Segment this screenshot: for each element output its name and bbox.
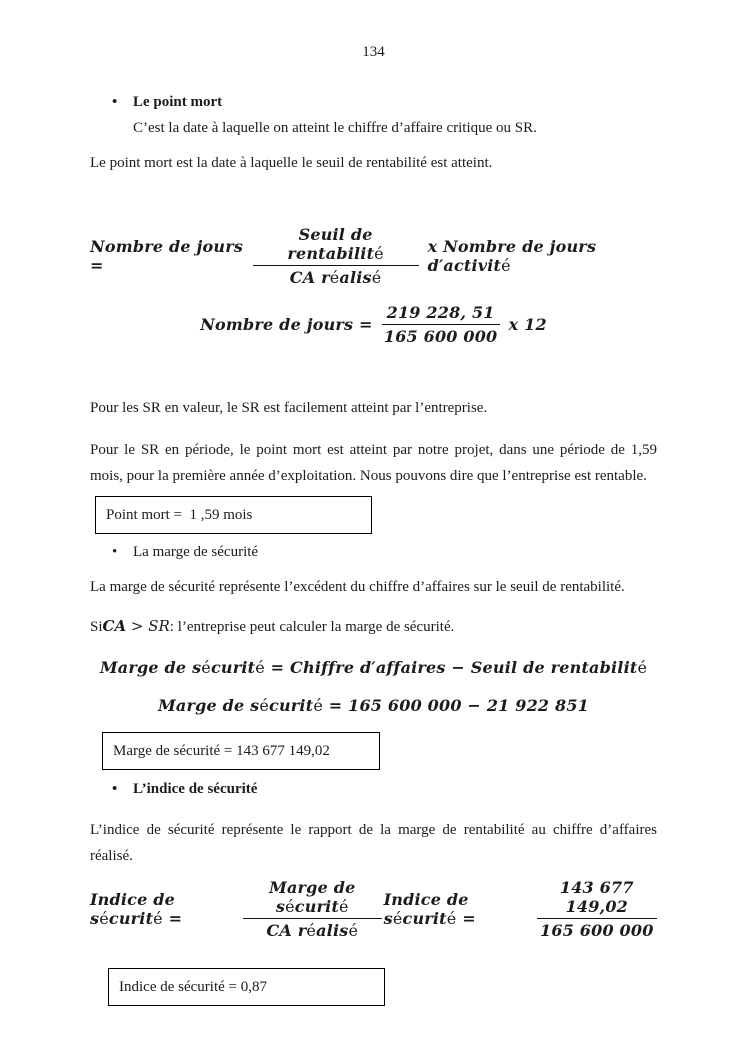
condition-operator: > <box>126 617 149 635</box>
para-line: mois, pour la première année d’exploitation. Nous pouvons dire que l’entreprise est rentable. <box>90 468 647 484</box>
point-mort-definition: C’est la date à laquelle on atteint le chiffre d’affaire critique ou SR. <box>133 120 537 136</box>
fraction-numerator: Marge de sécurité <box>243 878 382 919</box>
formula-rhs: x 12 <box>508 315 547 334</box>
bullet-indice-securite <box>112 779 657 799</box>
section-title-indice: L’indice de sécurité <box>133 781 258 797</box>
formula-lhs: Nombre de jours = <box>200 315 373 334</box>
section-title-marge: La marge de sécurité <box>133 544 259 560</box>
point-mort-intro: Le point mort est la date à laquelle le seuil de rentabilité est atteint. <box>90 155 493 171</box>
formula-rhs: x Nombre de jours d′activité <box>427 237 597 275</box>
fraction-denominator: 165 600 000 <box>540 921 654 940</box>
fraction-numerator: 143 677 149,02 <box>537 878 657 919</box>
page-number: 134 <box>362 44 385 60</box>
para-sr-valeur: Pour les SR en valeur, le SR est facilement atteint par l’entreprise. <box>90 400 488 416</box>
indice-intro <box>90 817 657 869</box>
fraction-numerator: Seuil de rentabilité <box>253 225 419 266</box>
formula-lhs: Nombre de jours = <box>90 237 244 275</box>
fraction-denominator: 165 600 000 <box>383 327 498 346</box>
bullet-icon: • <box>112 544 118 560</box>
formula-lhs: Indice de sécurité = <box>383 890 476 928</box>
result-box-point-mort: Point mort = 1 ,59 mois <box>95 496 372 534</box>
bullet-icon: • <box>112 781 118 797</box>
para-line: réalisé. <box>90 848 133 864</box>
fraction <box>382 303 500 346</box>
fraction <box>537 878 657 940</box>
para-line: L’indice de sécurité représente le rapport de la marge de rentabilité au chiffre d’affaires <box>90 822 657 838</box>
bullet-marge-securite <box>112 542 657 562</box>
para-line: Pour le SR en période, le point mort est atteint par notre projet, dans une période de 1,59 <box>90 442 657 458</box>
result-box-indice: Indice de sécurité = 0,87 <box>108 968 385 1006</box>
fraction <box>243 878 382 940</box>
condition-sr: SR <box>148 617 170 635</box>
formula-indice <box>90 878 657 940</box>
condition-prefix: Si <box>90 619 103 635</box>
result-box-marge: Marge de sécurité = 143 677 149,02 <box>102 732 380 770</box>
fraction-denominator: CA réalisé <box>266 921 359 940</box>
section-title-point-mort: Le point mort <box>133 94 223 110</box>
marge-intro: La marge de sécurité représente l’excédent du chiffre d’affaires sur le seuil de rentabilité. <box>90 579 625 595</box>
bullet-icon: • <box>112 94 118 110</box>
fraction-numerator: 219 228, 51 <box>382 303 500 325</box>
formula-marge-general: Marge de sécurité = Chiffre d′affaires − Seuil de rentabilité <box>99 658 648 677</box>
formula-lhs: Indice de sécurité = <box>90 890 183 928</box>
fraction-denominator: CA réalisé <box>289 268 382 287</box>
formula-nombre-jours-values <box>90 303 657 346</box>
para-sr-periode <box>90 437 657 489</box>
fraction <box>253 225 419 287</box>
condition-ca: CA <box>102 617 127 635</box>
formula-nombre-jours-general <box>90 225 657 287</box>
bullet-le-point-mort <box>112 92 657 112</box>
condition-rest: : l’entreprise peut calculer la marge de sécurité. <box>169 619 455 635</box>
condition-line <box>90 616 657 637</box>
formula-marge-values: Marge de sécurité = 165 600 000 − 21 922 851 <box>157 696 590 715</box>
